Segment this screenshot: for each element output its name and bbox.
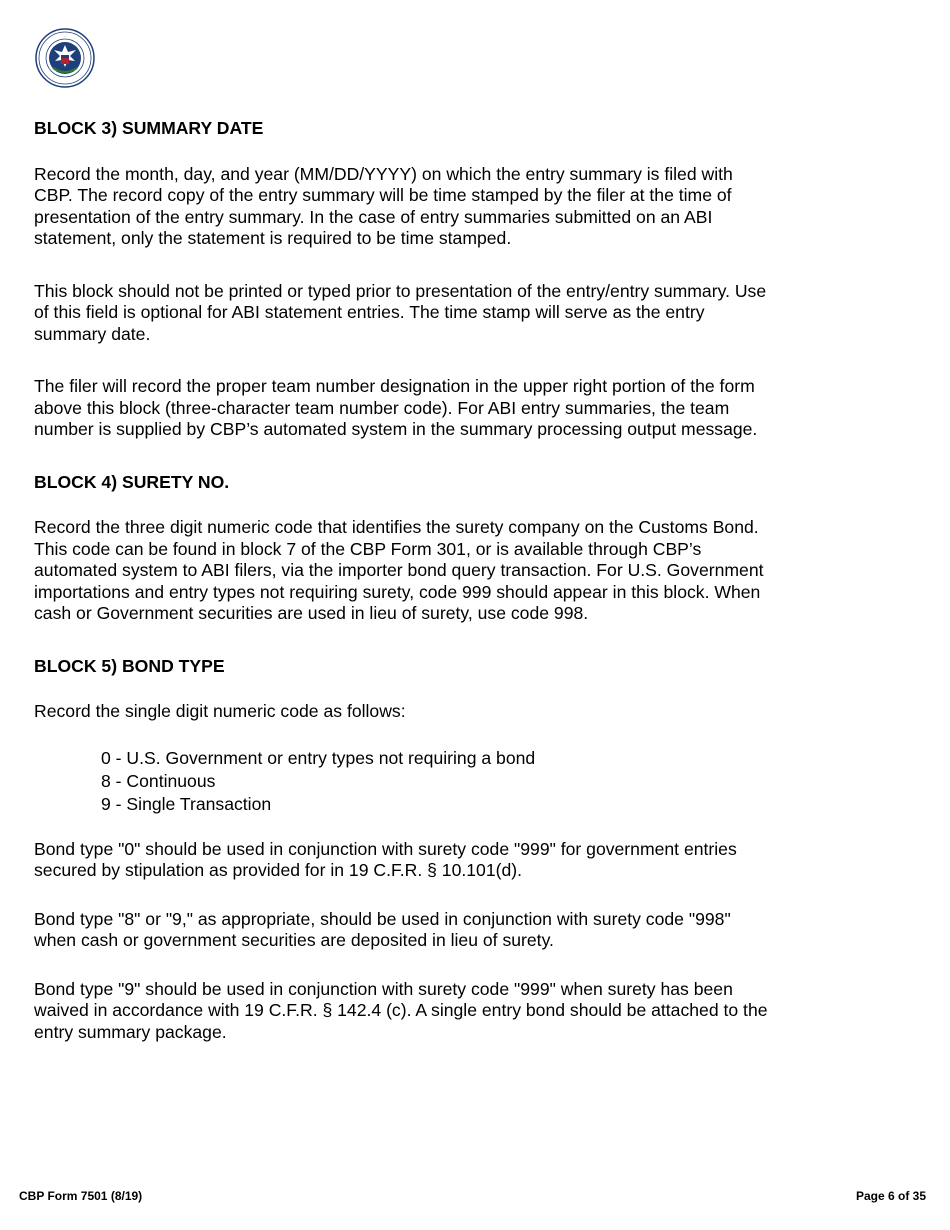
block4-heading: BLOCK 4) SURETY NO. xyxy=(34,471,230,492)
block5-paragraph: Bond type "0" should be used in conjunction with surety code "999" for government entries secured by stipulation as provided for in 19 C.F.R. § 10.101(d). xyxy=(34,838,737,880)
form-id: CBP Form 7501 (8/19) xyxy=(19,1189,143,1203)
list-item: 8 - Continuous xyxy=(101,770,216,791)
block5-heading: BLOCK 5) BOND TYPE xyxy=(34,655,225,676)
bond-type-code-list xyxy=(34,747,774,816)
block5-intro: Record the single digit numeric code as follows: xyxy=(34,701,406,721)
svg-text:.: . xyxy=(64,33,66,38)
block3-paragraph: The filer will record the proper team number designation in the upper right portion of the form above this block (three-character team number code). For ABI entry summaries, the team number is supplied by CBP’s automated system in the summary processing output message. xyxy=(34,376,758,439)
block3-paragraph: This block should not be printed or typed prior to presentation of the entry/entry summary. Use of this field is optional for ABI statement entries. The time stamp will serve as the entry summary date. xyxy=(34,280,767,344)
block4-paragraph: Record the three digit numeric code that identifies the surety company on the Customs Bond. This code can be found in block 7 of the CBP Form 301, or is available through CBP’s automated system to ABI filers, via the importer bond query transaction. For U.S. Government importations and entry types not requiring surety, code 999 should appear in this block. When cash or Government securities are used in lieu of surety, use code 998. xyxy=(34,517,764,623)
page-number: Page 6 of 35 xyxy=(855,1189,926,1203)
dhs-seal-icon xyxy=(35,28,95,88)
block3-paragraph: Record the month, day, and year (MM/DD/YYYY) on which the entry summary is filed with CBP. The record copy of the entry summary will be time stamped by the filer at the time of presentation of the entry summary. In the case of entry summaries submitted on an ABI statement, only the statement is required to be time stamped. xyxy=(34,163,733,248)
block3-heading: BLOCK 3) SUMMARY DATE xyxy=(34,118,264,138)
block5-paragraph: Bond type "9" should be used in conjunction with surety code "999" when surety has been waived in accordance with 19 C.F.R. § 142.4 (c). A single entry bond should be attached to the entry summary package. xyxy=(34,978,768,1042)
block5-paragraph: Bond type "8" or "9," as appropriate, should be used in conjunction with surety code "998" when cash or government securities are deposited in lieu of surety. xyxy=(34,908,731,950)
list-item: 0 - U.S. Government or entry types not requiring a bond xyxy=(101,747,536,768)
document-body xyxy=(34,118,774,1043)
list-item: 9 - Single Transaction xyxy=(101,793,272,814)
